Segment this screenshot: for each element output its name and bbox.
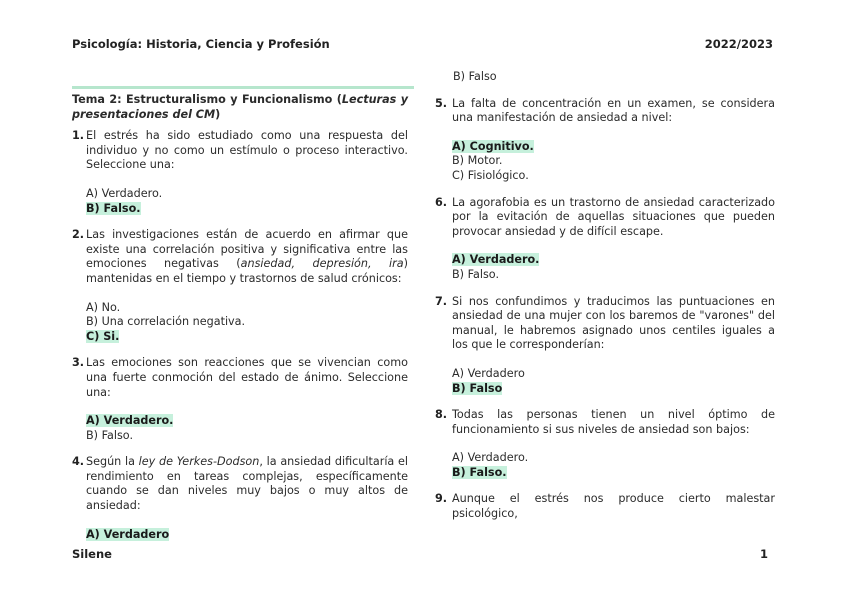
header-title: Psicología: Historia, Ciencia y Profesión [72,37,330,51]
question-number: 2. [72,228,85,242]
option-c: C) Fisiológico. [452,168,529,182]
carry-over-option: B) Falso [453,70,497,83]
option-a: A) Verdadero. [452,451,529,465]
question-text: El estrés ha sido estudiado como una respuesta del individuo y no como un estímulo o proceso interactivo. Seleccione una: [86,129,408,172]
question-text: Aunque el estrés nos produce cierto malestar psicológico, [452,492,775,521]
option-a: A) Verdadero. [86,186,163,200]
question-number: 5. [435,96,448,110]
question-number: 1. [72,129,85,143]
page-number: 1 [759,547,768,561]
question-4 [72,455,408,542]
question-2 [72,228,408,344]
option-b: B) Motor. [452,154,503,168]
question-number: 6. [435,195,448,209]
footer-author: Silene [72,547,112,561]
question-1 [72,129,408,216]
question-number: 4. [72,455,85,469]
topic-heading: Tema 2: Estructuralismo y Funcionalismo (Lecturas y presentaciones del CM) [72,93,408,121]
option-b-correct: B) Falso. [86,201,141,215]
option-a: A) Verdadero [452,366,525,380]
option-b: B) Una correlación negativa. [86,315,246,329]
topic-divider [72,86,414,89]
question-text: Las emociones son reacciones que se vivencian como una fuerte conmoción del estado de ánimo. Seleccione una: [86,356,408,399]
question-number: 3. [72,356,85,370]
option-c-correct: C) Si. [86,329,120,343]
question-text: Si nos confundimos y traducimos las puntuaciones en ansiedad de una mujer con los baremos de "varones" del manual, le habremos asignado unos centiles iguales a los que le corresponderían: [452,294,775,352]
question-7 [435,295,775,397]
question-6 [435,196,775,283]
question-number: 7. [435,294,448,308]
question-text: Según la ley de Yerkes-Dodson, la ansiedad dificultaría el rendimiento en tareas complejas, específicamente cuando se dan niveles muy bajos o muy altos de ansiedad: [86,455,408,513]
question-3 [72,356,408,443]
question-text: La falta de concentración en un examen, se considera una manifestación de ansiedad a nivel: [452,96,775,125]
question-8 [435,408,775,480]
option-a: A) No. [86,300,121,314]
right-column [435,70,775,534]
question-text: Todas las personas tienen un nivel óptimo de funcionamiento si sus niveles de ansiedad son bajos: [452,408,775,436]
option-a-correct: A) Cognitivo. [452,139,534,153]
question-number: 9. [435,492,448,506]
question-9 [435,492,775,521]
header-year: 2022/2023 [704,37,773,51]
option-b-correct: B) Falso [452,381,503,395]
question-text: La agorafobia es un trastorno de ansiedad caracterizado por la evitación de aquellas situaciones que pueden provocar ansiedad y de difícil escape. [452,195,775,238]
question-number: 8. [435,408,448,422]
option-b-correct: B) Falso. [452,465,507,479]
option-b: B) Falso. [452,267,499,281]
left-column [72,93,408,554]
option-a-correct: A) Verdadero. [452,253,540,267]
option-b: B) Falso. [86,428,133,442]
option-a-correct: A) Verdadero. [86,414,174,428]
question-text: Las investigaciones están de acuerdo en afirmar que existe una correlación positiva y significativa entre las emociones negativas (ansiedad, depresión, ira) mantenidas en el tiempo y trastornos de salud crónicos: [86,228,408,285]
option-a-correct: A) Verdadero [86,527,170,541]
question-5 [435,97,775,184]
